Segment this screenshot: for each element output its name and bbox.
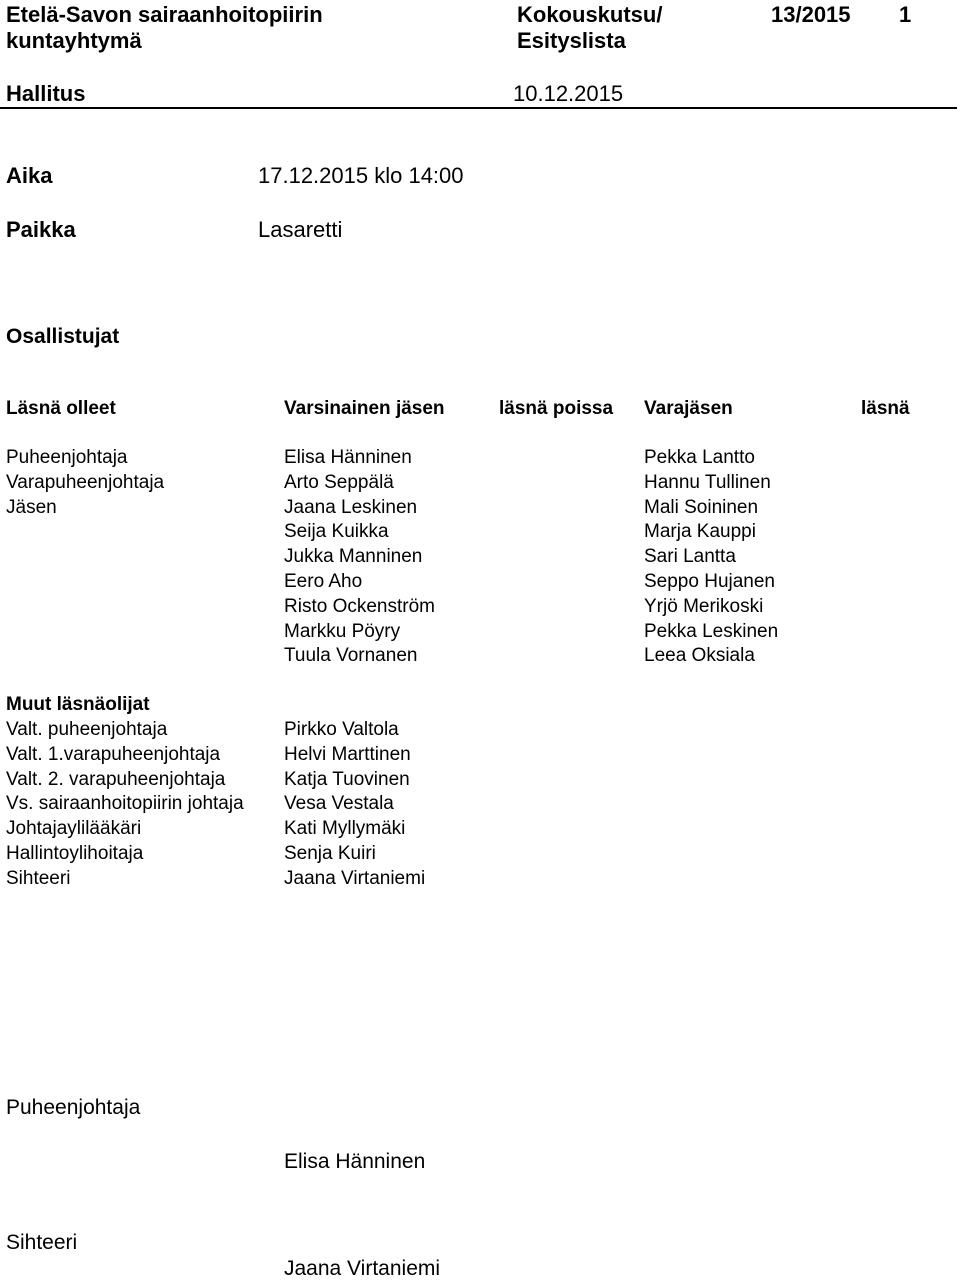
other-role: Vs. sairaanhoitopiirin johtaja [6, 793, 244, 815]
col-header-regular-member: Varsinainen jäsen [284, 398, 445, 419]
member-name: Eero Aho [284, 570, 363, 592]
member-name: Arto Seppälä [284, 471, 394, 493]
other-name: Vesa Vestala [284, 793, 394, 815]
deputy-name: Leea Oksiala [644, 645, 755, 667]
doc-type-line2: Esityslista [517, 28, 626, 53]
role-chair: Puheenjohtaja [6, 447, 128, 468]
signature-chair-name: Elisa Hänninen [284, 1150, 426, 1173]
other-role: Sihteeri [6, 867, 71, 889]
member-name: Elisa Hänninen [284, 447, 412, 468]
deputy-name: Marja Kauppi [644, 521, 756, 543]
deputy-name: Pekka Leskinen [644, 620, 779, 642]
page-number: 1 [899, 2, 912, 27]
time-value: 17.12.2015 klo 14:00 [258, 163, 464, 188]
col-header-deputy: Varajäsen [644, 398, 733, 419]
participants-title: Osallistujat [6, 325, 120, 348]
member-name: Jukka Manninen [284, 546, 423, 568]
member-name: Jaana Leskinen [284, 496, 418, 518]
other-name: Kati Myllymäki [284, 818, 406, 840]
col-header-present: Läsnä olleet [6, 398, 116, 419]
doc-type-line1: Kokouskutsu/ [517, 2, 663, 27]
role-member: Jäsen [6, 496, 57, 518]
other-name: Helvi Marttinen [284, 743, 411, 765]
signature-secretary-name: Jaana Virtaniemi [284, 1257, 441, 1280]
org-name-line2: kuntayhtymä [6, 28, 142, 53]
others-roles-column [6, 718, 244, 892]
deputy-name: Seppo Hujanen [644, 570, 775, 592]
other-role: Johtajaylilääkäri [6, 818, 142, 840]
col-header-status: läsnä poissa [499, 398, 614, 419]
other-role: Valt. 2. varapuheenjohtaja [6, 768, 226, 790]
deputy-name: Mali Soininen [644, 496, 759, 518]
deputy-name: Sari Lantta [644, 546, 736, 568]
role-vice-chair: Varapuheenjohtaja [6, 471, 165, 493]
other-name: Senja Kuiri [284, 842, 376, 864]
deputy-name: Hannu Tullinen [644, 471, 771, 493]
member-name: Risto Ockenström [284, 595, 435, 617]
deputy-name: Yrjö Merikoski [644, 595, 764, 617]
other-name: Jaana Virtaniemi [284, 867, 426, 889]
member-name: Markku Pöyry [284, 620, 401, 642]
body-name: Hallitus [6, 81, 86, 106]
org-name-line1: Etelä-Savon sairaanhoitopiirin [6, 2, 323, 27]
header-divider [0, 107, 957, 109]
doc-number: 13/2015 [771, 2, 851, 27]
members-column [284, 446, 435, 669]
deputy-name: Pekka Lantto [644, 447, 755, 468]
deputies-column [644, 446, 778, 669]
others-names-column [284, 718, 425, 892]
member-name: Seija Kuikka [284, 521, 389, 543]
signature-secretary-label: Sihteeri [6, 1231, 78, 1254]
other-role: Valt. puheenjohtaja [6, 719, 168, 740]
member-name: Tuula Vornanen [284, 645, 418, 667]
doc-date: 10.12.2015 [513, 81, 624, 106]
place-value: Lasaretti [258, 217, 343, 242]
others-title: Muut läsnäolijat [6, 694, 150, 715]
other-name: Pirkko Valtola [284, 719, 399, 740]
time-label: Aika [6, 163, 53, 188]
other-name: Katja Tuovinen [284, 768, 410, 790]
other-role: Valt. 1.varapuheenjohtaja [6, 743, 221, 765]
other-role: Hallintoylihoitaja [6, 842, 144, 864]
signature-chair-label: Puheenjohtaja [6, 1096, 141, 1119]
place-label: Paikka [6, 217, 76, 242]
col-header-deputy-present: läsnä [861, 398, 910, 419]
roles-column [6, 446, 164, 520]
